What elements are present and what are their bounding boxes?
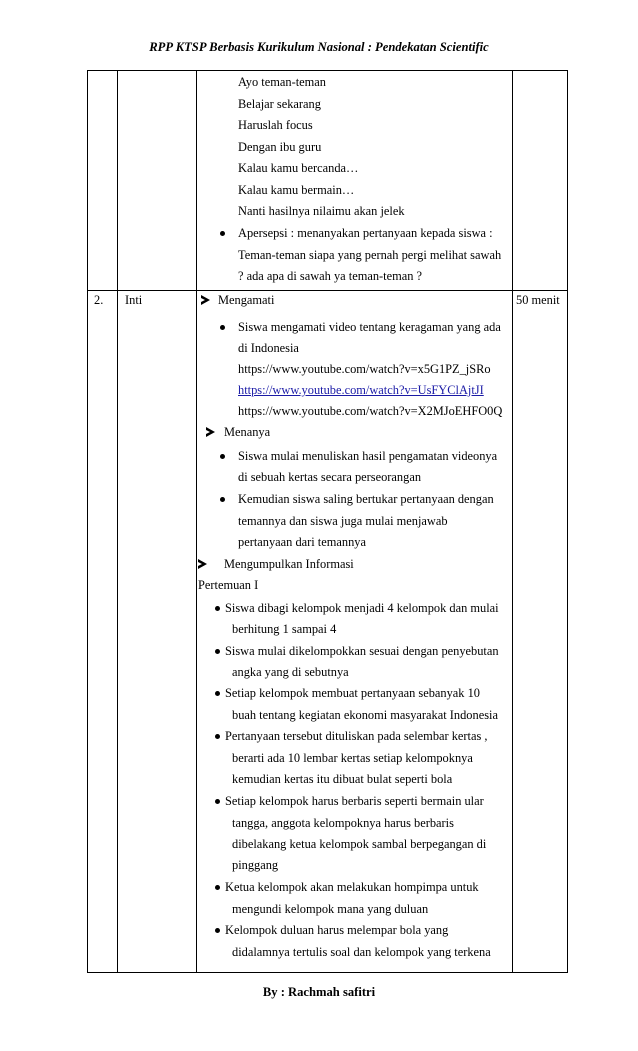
- item-line: tangga, anggota kelompoknya harus berbaris: [232, 816, 454, 830]
- phase-label: Inti: [125, 293, 143, 307]
- bullet-icon: [215, 928, 220, 933]
- column-divider: [117, 71, 118, 972]
- bullet-icon: [220, 231, 225, 236]
- item-line: Setiap kelompok harus berbaris seperti bermain ular: [225, 794, 484, 808]
- bullet-icon: [215, 691, 220, 696]
- bullet-icon: [215, 799, 220, 804]
- item-line: Siswa mulai dikelompokkan sesuai dengan penyebutan: [225, 644, 499, 658]
- item-line: pertanyaan dari temannya: [238, 535, 366, 549]
- row-number: 2.: [94, 293, 104, 307]
- page-footer: By : Rachmah safitri: [262, 985, 376, 999]
- arrow-bullet-icon: [198, 559, 207, 569]
- time-allocation: 50 menit: [516, 293, 560, 307]
- bullet-icon: [215, 649, 220, 654]
- item-line: buah tentang kegiatan ekonomi masyarakat Indonesia: [232, 708, 498, 722]
- row-divider: [88, 290, 567, 291]
- poem-line: Haruslah focus: [238, 118, 313, 132]
- video-link[interactable]: https://www.youtube.com/watch?v=X2MJoEHFO0Q: [238, 404, 503, 418]
- item-line: di Indonesia: [238, 341, 299, 355]
- item-line: Siswa mengamati video tentang keragaman yang ada: [238, 320, 501, 334]
- poem-line: Kalau kamu bercanda…: [238, 161, 359, 175]
- section-heading-menanya: Menanya: [224, 425, 271, 439]
- item-line: Pertanyaan tersebut dituliskan pada selembar kertas ,: [225, 729, 488, 743]
- item-line: Siswa dibagi kelompok menjadi 4 kelompok dan mulai: [225, 601, 499, 615]
- lesson-table: [87, 70, 568, 973]
- poem-line: Nanti hasilnya nilaimu akan jelek: [238, 204, 405, 218]
- item-line: mengundi kelompok mana yang duluan: [232, 902, 429, 916]
- item-line: berhitung 1 sampai 4: [232, 622, 337, 636]
- poem-line: Ayo teman-teman: [238, 75, 326, 89]
- video-link[interactable]: https://www.youtube.com/watch?v=UsFYClAjtJI: [238, 383, 484, 397]
- column-divider: [512, 71, 513, 972]
- item-line: Kelompok duluan harus melempar bola yang: [225, 923, 449, 937]
- poem-line: Kalau kamu bermain…: [238, 183, 355, 197]
- item-line: pinggang: [232, 858, 279, 872]
- item-line: temannya dan siswa juga mulai menjawab: [238, 514, 448, 528]
- item-line: Kemudian siswa saling bertukar pertanyaan dengan: [238, 492, 494, 506]
- bullet-icon: [215, 885, 220, 890]
- poem-line: Belajar sekarang: [238, 97, 321, 111]
- item-line: angka yang di sebutnya: [232, 665, 349, 679]
- section-heading-mengumpulkan: Mengumpulkan Informasi: [224, 557, 354, 571]
- bullet-icon: [220, 454, 225, 459]
- pertemuan-label: Pertemuan I: [198, 578, 259, 592]
- bullet-icon: [220, 497, 225, 502]
- apersepsi-line: Teman-teman siapa yang pernah pergi melihat sawah: [238, 248, 502, 262]
- bullet-icon: [220, 325, 225, 330]
- item-line: dibelakang ketua kelompok sambal berpegangan di: [232, 837, 487, 851]
- poem-line: Dengan ibu guru: [238, 140, 322, 154]
- item-line: didalamnya tertulis soal dan kelompok yang terkena: [232, 945, 491, 959]
- video-link[interactable]: https://www.youtube.com/watch?v=x5G1PZ_jSRo: [238, 362, 491, 376]
- page-header: RPP KTSP Berbasis Kurikulum Nasional : Pendekatan Scientific: [149, 40, 489, 54]
- section-heading-mengamati: Mengamati: [218, 293, 275, 307]
- bullet-icon: [215, 606, 220, 611]
- apersepsi-line: Apersepsi : menanyakan pertanyaan kepada siswa :: [238, 226, 493, 240]
- item-line: kemudian kertas itu dibuat bulat seperti bola: [232, 772, 453, 786]
- item-line: Ketua kelompok akan melakukan hompimpa untuk: [225, 880, 479, 894]
- item-line: Siswa mulai menuliskan hasil pengamatan videonya: [238, 449, 498, 463]
- column-divider: [196, 71, 197, 972]
- item-line: Setiap kelompok membuat pertanyaan sebanyak 10: [225, 686, 480, 700]
- apersepsi-line: ? ada apa di sawah ya teman-teman ?: [238, 269, 423, 283]
- bullet-icon: [215, 734, 220, 739]
- item-line: di sebuah kertas secara perseorangan: [238, 470, 422, 484]
- arrow-bullet-icon: [206, 427, 215, 437]
- arrow-bullet-icon: [201, 295, 210, 305]
- item-line: berarti ada 10 lembar kertas setiap kelompoknya: [232, 751, 473, 765]
